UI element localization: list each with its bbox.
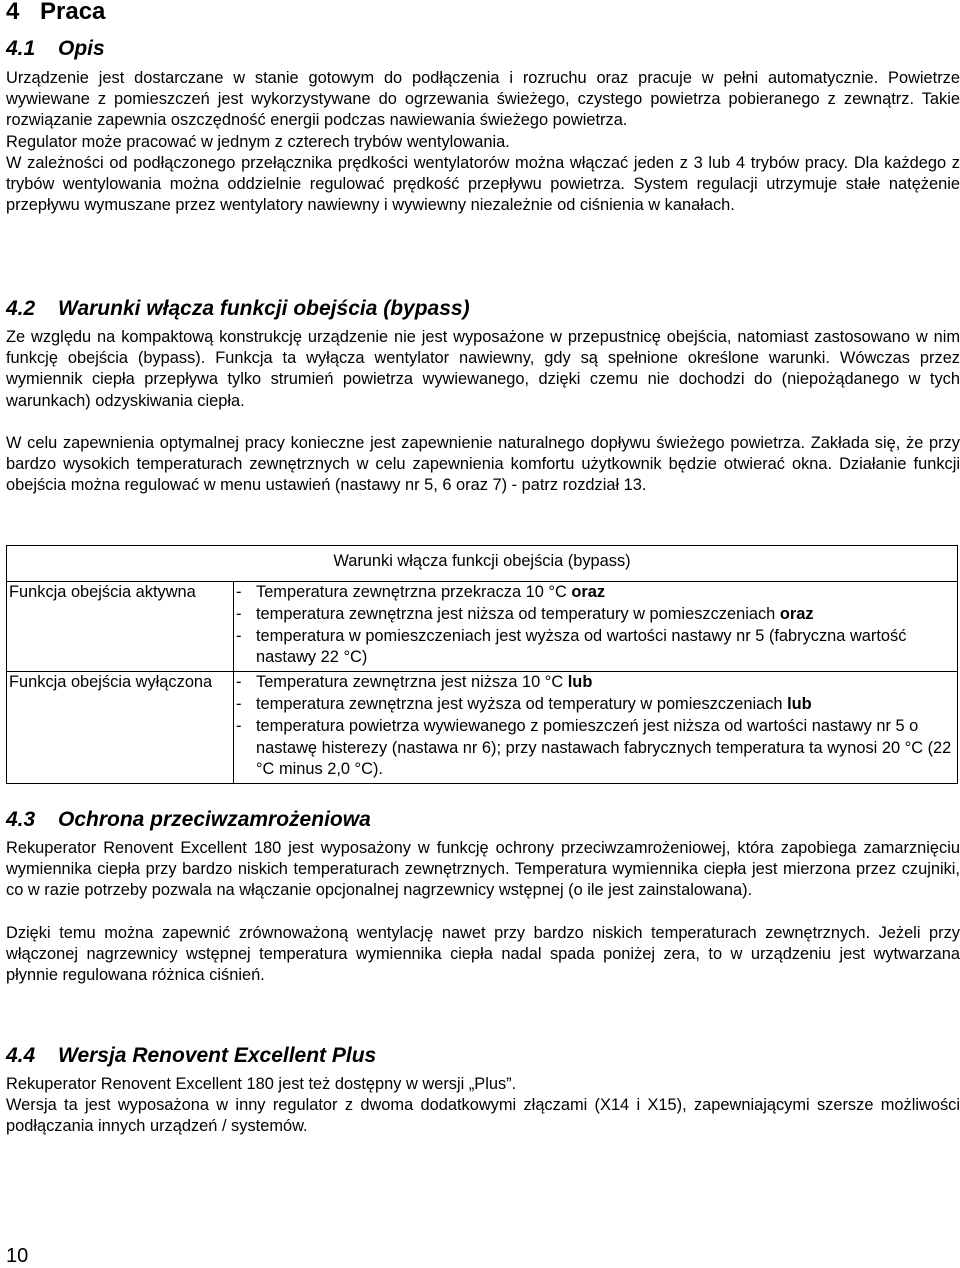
section-title: Opis xyxy=(58,37,105,60)
condition-text: temperatura zewnętrzna jest niższa od temperatury w pomieszczeniach xyxy=(256,604,780,623)
row-label: Funkcja obejścia wyłączona xyxy=(7,672,234,784)
table-row xyxy=(7,672,958,784)
section-4-1 xyxy=(6,37,960,216)
row-conditions xyxy=(234,582,958,672)
condition-item xyxy=(234,626,957,670)
condition-list xyxy=(234,582,957,671)
condition-conjunction: oraz xyxy=(779,604,814,623)
paragraph: W celu zapewnienia optymalnej pracy konieczne jest zapewnienie naturalnego dopływu świeżego powietrza. Zakłada się, że przy bardzo wysokich temperaturach zewnętrznych w celu zapewnienia komfortu użytkownik będzie otwierać okna. Działanie funkcji obejścia można regulować w menu ustawień (nastawy nr 5, 6 oraz 7) - patrz rozdział 13. xyxy=(6,433,960,495)
section-4-4 xyxy=(6,1044,960,1138)
paragraph: Regulator może pracować w jednym z czterech trybów wentylowania. xyxy=(6,132,510,151)
section-heading xyxy=(6,1044,960,1068)
paragraph: Ze względu na kompaktową konstrukcję urządzenie nie jest wyposażone w przepustnicę obejścia, natomiast zastosowano w nim funkcję obejścia (bypass). Funkcja ta wyłącza wentylator nawiewny, gdy są spełnione określone warunki. Wówczas przez wymiennik ciepła przepływa tylko strumień powietrza wywiewanego, dzięki czemu nie dochodzi do (niepożądanego w tych warunkach) odzyskiwania ciepła. xyxy=(6,328,960,410)
condition-text: Temperatura zewnętrzna jest niższa 10 °C xyxy=(256,673,568,692)
condition-item xyxy=(234,716,957,781)
condition-text: temperatura powietrza wywiewanego z pomieszczeń jest niższa od wartości nastawy nr 5 o nastawę histerezy (nastawa nr 6); przy nastawach fabrycznych temperatura ta wynosi 20 °C (22 °C minus 2,0 °C). xyxy=(256,716,952,779)
chapter-number: 4 xyxy=(6,0,20,25)
section-heading xyxy=(6,37,960,61)
condition-item xyxy=(234,604,957,626)
row-label: Funkcja obejścia aktywna xyxy=(7,582,234,672)
section-number: 4.4 xyxy=(6,1044,36,1067)
condition-item xyxy=(234,672,957,694)
condition-list xyxy=(234,672,957,783)
paragraph: W zależności od podłączonego przełącznika prędkości wentylatorów można włączać jeden z 3 lub 4 trybów pracy. Dla każdego z trybów wentylowania można oddzielnie regulować prędkość przepływu powietrza. System regulacji utrzymuje stałe natężenie przepływu wymuszane przez wentylatory nawiewny i wywiewny niezależnie od ciśnienia w kanałach. xyxy=(6,153,960,215)
section-number: 4.2 xyxy=(6,297,36,320)
paragraph: Dzięki temu można zapewnić zrównoważoną wentylację nawet przy bardzo niskich temperaturach zewnętrznych. Jeżeli przy włączonej nagrzewnicy wstępnej temperatura wymiennika ciepła nadal spada poniżej zera, to w urządzeniu jest wytwarzana płynnie regulowana różnica ciśnień. xyxy=(6,923,960,985)
table-header: Warunki włącza funkcji obejścia (bypass) xyxy=(7,546,958,582)
condition-conjunction: lub xyxy=(787,694,812,713)
section-title: Wersja Renovent Excellent Plus xyxy=(58,1044,377,1067)
section-title: Ochrona przeciwzamrożeniowa xyxy=(58,808,371,831)
paragraph: Rekuperator Renovent Excellent 180 jest wyposażony w funkcję ochrony przeciwzamrożeniowej, która zapobiega zamarznięciu wymiennika ciepła przy bardzo niskich temperaturach zewnętrznych. Temperatura wymiennika ciepła jest mierzona przez czujniki, co w razie potrzeby pozwala na włączanie opcjonalnej nagrzewnicy wstępnej (o ile jest zainstalowana). xyxy=(6,839,960,900)
section-4-2 xyxy=(6,297,960,496)
condition-item xyxy=(234,694,957,716)
condition-conjunction: oraz xyxy=(571,583,606,601)
page-number: 10 xyxy=(6,1245,29,1267)
paragraph: Wersja ta jest wyposażona w inny regulator z dwoma dodatkowymi złączami (X14 i X15), zapewniającymi szersze możliwości podłączania innych urządzeń / systemów. xyxy=(6,1096,960,1136)
paragraph: Urządzenie jest dostarczane w stanie gotowym do podłączenia i rozruchu oraz pracuje w pełni automatycznie. Powietrze wywiewane z pomieszczeń jest wykorzystywane do ogrzewania świeżego, czystego powietrza pobieranego z zewnątrz. Takie rozwiązanie zapewnia oszczędność energii podczas nawiewania świeżego powietrza. xyxy=(6,69,960,130)
bypass-conditions-table xyxy=(6,545,958,784)
table-header-row xyxy=(7,546,958,582)
row-conditions xyxy=(234,672,958,784)
paragraph: Rekuperator Renovent Excellent 180 jest też dostępny w wersji „Plus”. xyxy=(6,1075,517,1093)
chapter-heading xyxy=(6,0,105,24)
section-4-3 xyxy=(6,808,960,986)
chapter-title: Praca xyxy=(40,0,106,25)
condition-text: Temperatura zewnętrzna przekracza 10 °C xyxy=(256,583,572,601)
condition-conjunction: lub xyxy=(567,673,593,692)
condition-text: temperatura w pomieszczeniach jest wyższa od wartości nastawy nr 5 (fabryczna wartość nastawy 22 °C) xyxy=(256,626,907,667)
section-number: 4.3 xyxy=(6,808,36,831)
condition-text: temperatura zewnętrzna jest wyższa od temperatury w pomieszczeniach xyxy=(256,694,788,713)
section-heading xyxy=(6,297,960,321)
condition-item xyxy=(234,582,957,604)
section-heading xyxy=(6,808,960,832)
section-title: Warunki włącza funkcji obejścia (bypass) xyxy=(58,297,470,320)
table-row xyxy=(7,582,958,672)
section-number: 4.1 xyxy=(6,37,36,60)
